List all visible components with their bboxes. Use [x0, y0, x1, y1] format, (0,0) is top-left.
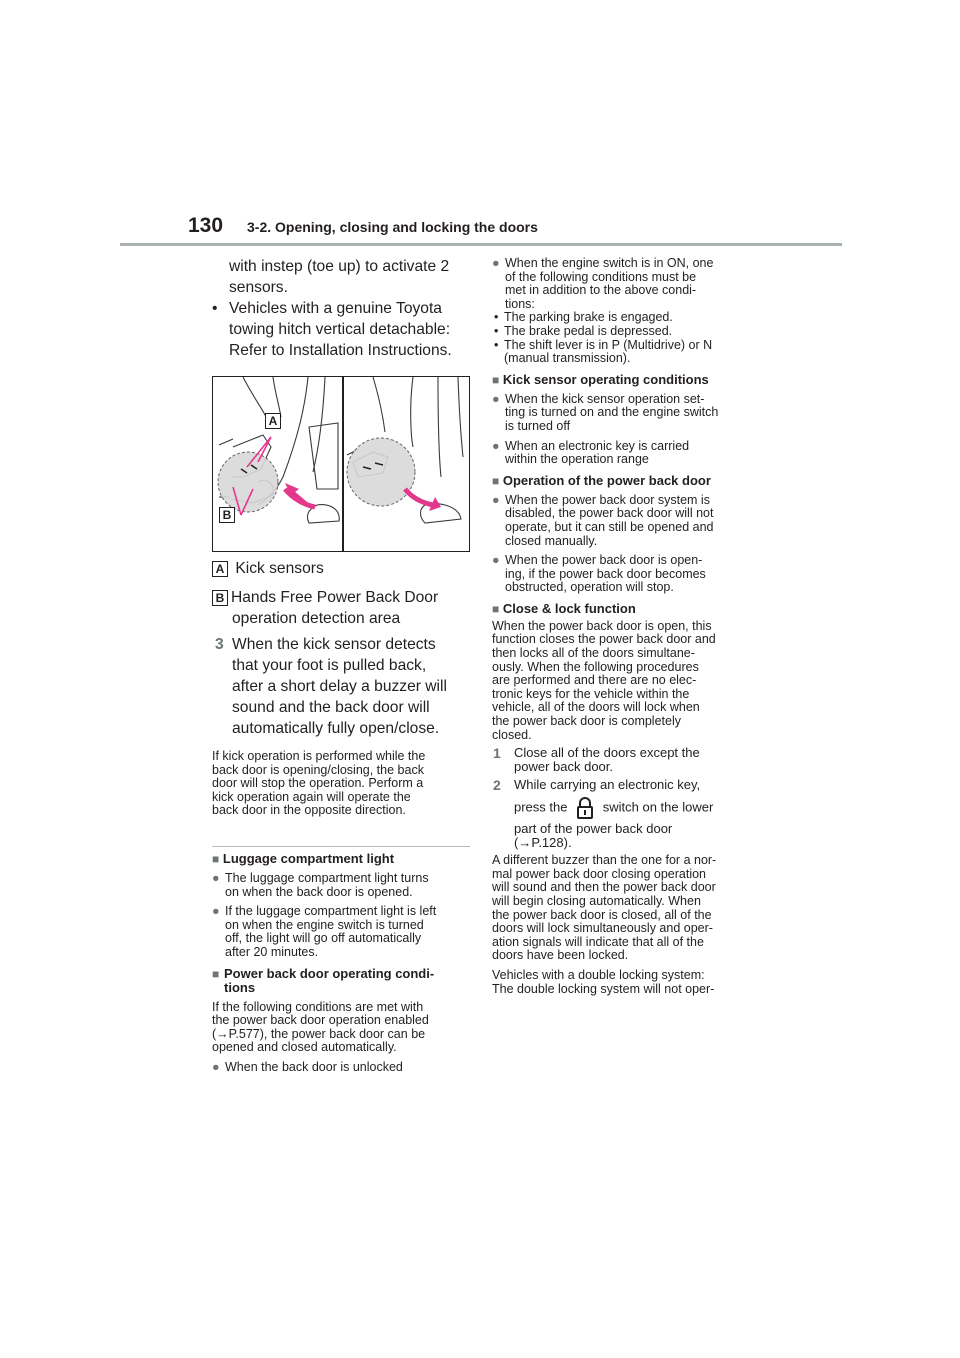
intro-text	[229, 256, 479, 298]
towing-line: Vehicles with a genuine Toyota	[229, 300, 442, 317]
body-line: the power back door is completely	[492, 714, 681, 729]
step-text: press the	[514, 799, 568, 815]
body-line: will sound and then the power back door	[492, 880, 716, 895]
bullet-line: closed manually.	[505, 533, 598, 548]
body-line: ation signals will indicate that all of the	[492, 934, 704, 949]
sub-line: (manual transmission).	[504, 351, 631, 366]
bullet-line: If the luggage compartment light is left	[225, 904, 437, 919]
square-bullet: ■	[492, 372, 500, 387]
note-line: back door in the opposite direction.	[212, 803, 406, 818]
legend-a	[212, 558, 482, 579]
body-line: then locks all of the doors simultane-	[492, 646, 695, 661]
circle-bullet: ●	[212, 871, 220, 885]
right-column	[492, 257, 754, 996]
legend-b-box: B	[212, 590, 228, 606]
dot-bullet: •	[212, 300, 218, 317]
step-number: 1	[493, 745, 501, 762]
bullet-line: met in addition to the above condi-	[505, 283, 697, 298]
step-text: switch on the lower	[602, 799, 714, 815]
bullet-line: When the engine switch is in ON, one	[505, 256, 714, 270]
step-line: sound and the back door will	[232, 699, 430, 716]
circle-bullet: ●	[492, 438, 500, 453]
body-line: the power back door operation enabled	[212, 1013, 429, 1028]
body-line: closed.	[492, 727, 532, 742]
figure-label-b: B	[219, 507, 235, 523]
towing-line: Refer to Installation Instructions.	[229, 342, 452, 359]
body-line: doors will lock simultaneously and oper-	[492, 921, 713, 936]
bullet-line: off, the light will go off automatically	[225, 931, 422, 946]
dot-bullet: •	[494, 310, 499, 325]
bullet-line: When the back door is unlocked	[225, 1059, 403, 1074]
section-rule	[212, 846, 470, 847]
bullet-line: When an electronic key is carried	[505, 438, 690, 453]
bullet-line: The luggage compartment light turns	[225, 871, 429, 885]
bullet-line: is turned off	[505, 418, 571, 433]
dot-bullet: •	[494, 323, 499, 338]
body-line: doors have been locked.	[492, 948, 629, 963]
step-number: 2	[493, 777, 501, 794]
sub-line: The shift lever is in P (Multidrive) or N	[504, 337, 713, 352]
circle-bullet: ●	[492, 492, 500, 507]
bullet-line: When the kick sensor operation set-	[505, 391, 705, 406]
circle-bullet: ●	[492, 256, 500, 270]
body-line: tronic keys for the vehicle within the	[492, 686, 690, 701]
body-line: A different buzzer than the one for a nor-	[492, 853, 717, 868]
step-line: While carrying an electronic key,	[514, 777, 701, 793]
section-heading: Close & lock function	[502, 600, 636, 616]
step-line: automatically fully open/close.	[232, 720, 440, 737]
bullet-line: When the power back door is open-	[505, 553, 703, 568]
bullet-line: disabled, the power back door will not	[505, 506, 714, 521]
step-line-with-icon	[514, 796, 754, 820]
circle-bullet: ●	[492, 553, 500, 568]
body-line: mal power back door closing operation	[492, 866, 707, 881]
header-rule	[120, 243, 842, 246]
step-line: power back door.	[514, 759, 614, 775]
note-line: door will stop the operation. Perform a	[212, 776, 424, 791]
section-heading: Power back door operating condi-	[224, 965, 435, 981]
step-line: after a short delay a buzzer will	[232, 678, 447, 695]
step-number: 3	[215, 636, 224, 653]
body-line: function closes the power back door and	[492, 632, 716, 647]
kick-sensor-figure	[212, 376, 470, 552]
body-line: vehicle, all of the doors will lock when	[492, 700, 700, 715]
luggage-section	[212, 852, 474, 1075]
circle-bullet: ●	[212, 904, 220, 919]
bullet-line: obstructed, operation will stop.	[505, 580, 674, 595]
body-line: The double locking system will not oper-	[492, 981, 715, 996]
step-line: (→P.128).	[514, 835, 572, 851]
square-bullet: ■	[492, 601, 500, 616]
note-line: back door is opening/closing, the back	[212, 762, 424, 777]
towing-line: towing hitch vertical detachable:	[229, 321, 451, 338]
step-line: When the kick sensor detects	[232, 636, 436, 653]
bullet-line: ing, if the power back door becomes	[505, 566, 706, 581]
bullet-line: of the following conditions must be	[505, 269, 697, 284]
section-heading: Operation of the power back door	[502, 472, 711, 488]
section-heading: Kick sensor operating conditions	[502, 371, 709, 387]
legend-b-text: Hands Free Power Back Door	[231, 589, 439, 606]
sub-line: The parking brake is engaged.	[504, 310, 673, 325]
bullet-line: When the power back door system is	[505, 492, 710, 507]
body-line: (→P.577), the power back door can be	[212, 1026, 426, 1041]
note-line: kick operation again will operate the	[212, 789, 411, 804]
bullet-line: operate, but it can still be opened and	[505, 519, 714, 534]
step-line: Close all of the doors except the	[514, 745, 700, 761]
lock-switch-icon	[571, 796, 599, 820]
section-heading: Luggage compartment light	[222, 851, 395, 866]
circle-bullet: ●	[212, 1059, 220, 1074]
chapter-title: 3-2. Opening, closing and locking the doors	[247, 219, 538, 235]
intro-line: sensors.	[229, 279, 288, 296]
figure-label-a: A	[265, 413, 281, 429]
page-number: 130	[188, 214, 224, 237]
legend-a-box: A	[212, 561, 228, 577]
step-3	[212, 634, 482, 739]
kick-illustration	[213, 377, 469, 551]
circle-bullet: ●	[492, 391, 500, 406]
towing-note	[212, 298, 482, 361]
step-line: part of the power back door	[514, 821, 673, 837]
bullet-line: on when the engine switch is turned	[225, 917, 424, 932]
bullet-line: tions:	[505, 296, 535, 311]
legend-b	[212, 587, 482, 629]
body-line: the power back door is closed, all of the	[492, 907, 712, 922]
body-line: When the power back door is open, this	[492, 618, 712, 633]
body-line: are performed and there are no elec-	[492, 673, 697, 688]
bullet-line: after 20 minutes.	[225, 944, 319, 959]
dot-bullet: •	[494, 337, 499, 352]
kick-note	[212, 750, 474, 818]
body-line: If the following conditions are met with	[212, 999, 424, 1014]
body-line: will begin closing automatically. When	[492, 894, 701, 908]
square-bullet: ■	[212, 966, 220, 981]
bullet-line: within the operation range	[505, 452, 649, 467]
square-bullet: ■	[212, 852, 220, 866]
body-line: Vehicles with a double locking system:	[492, 967, 705, 982]
note-line: If kick operation is performed while the	[212, 749, 426, 763]
intro-line: with instep (toe up) to activate 2	[229, 258, 450, 275]
sub-line: The brake pedal is depressed.	[504, 323, 673, 338]
body-line: ously. When the following procedures	[492, 659, 699, 674]
body-line: opened and closed automatically.	[212, 1040, 397, 1055]
bullet-line: on when the back door is opened.	[225, 884, 413, 899]
step-line: that your foot is pulled back,	[232, 657, 427, 674]
section-heading: tions	[224, 979, 256, 995]
legend-a-text: Kick sensors	[235, 560, 324, 577]
bullet-line: ting is turned on and the engine switch	[505, 405, 719, 420]
square-bullet: ■	[492, 473, 500, 488]
legend-b-text: operation detection area	[232, 610, 401, 627]
